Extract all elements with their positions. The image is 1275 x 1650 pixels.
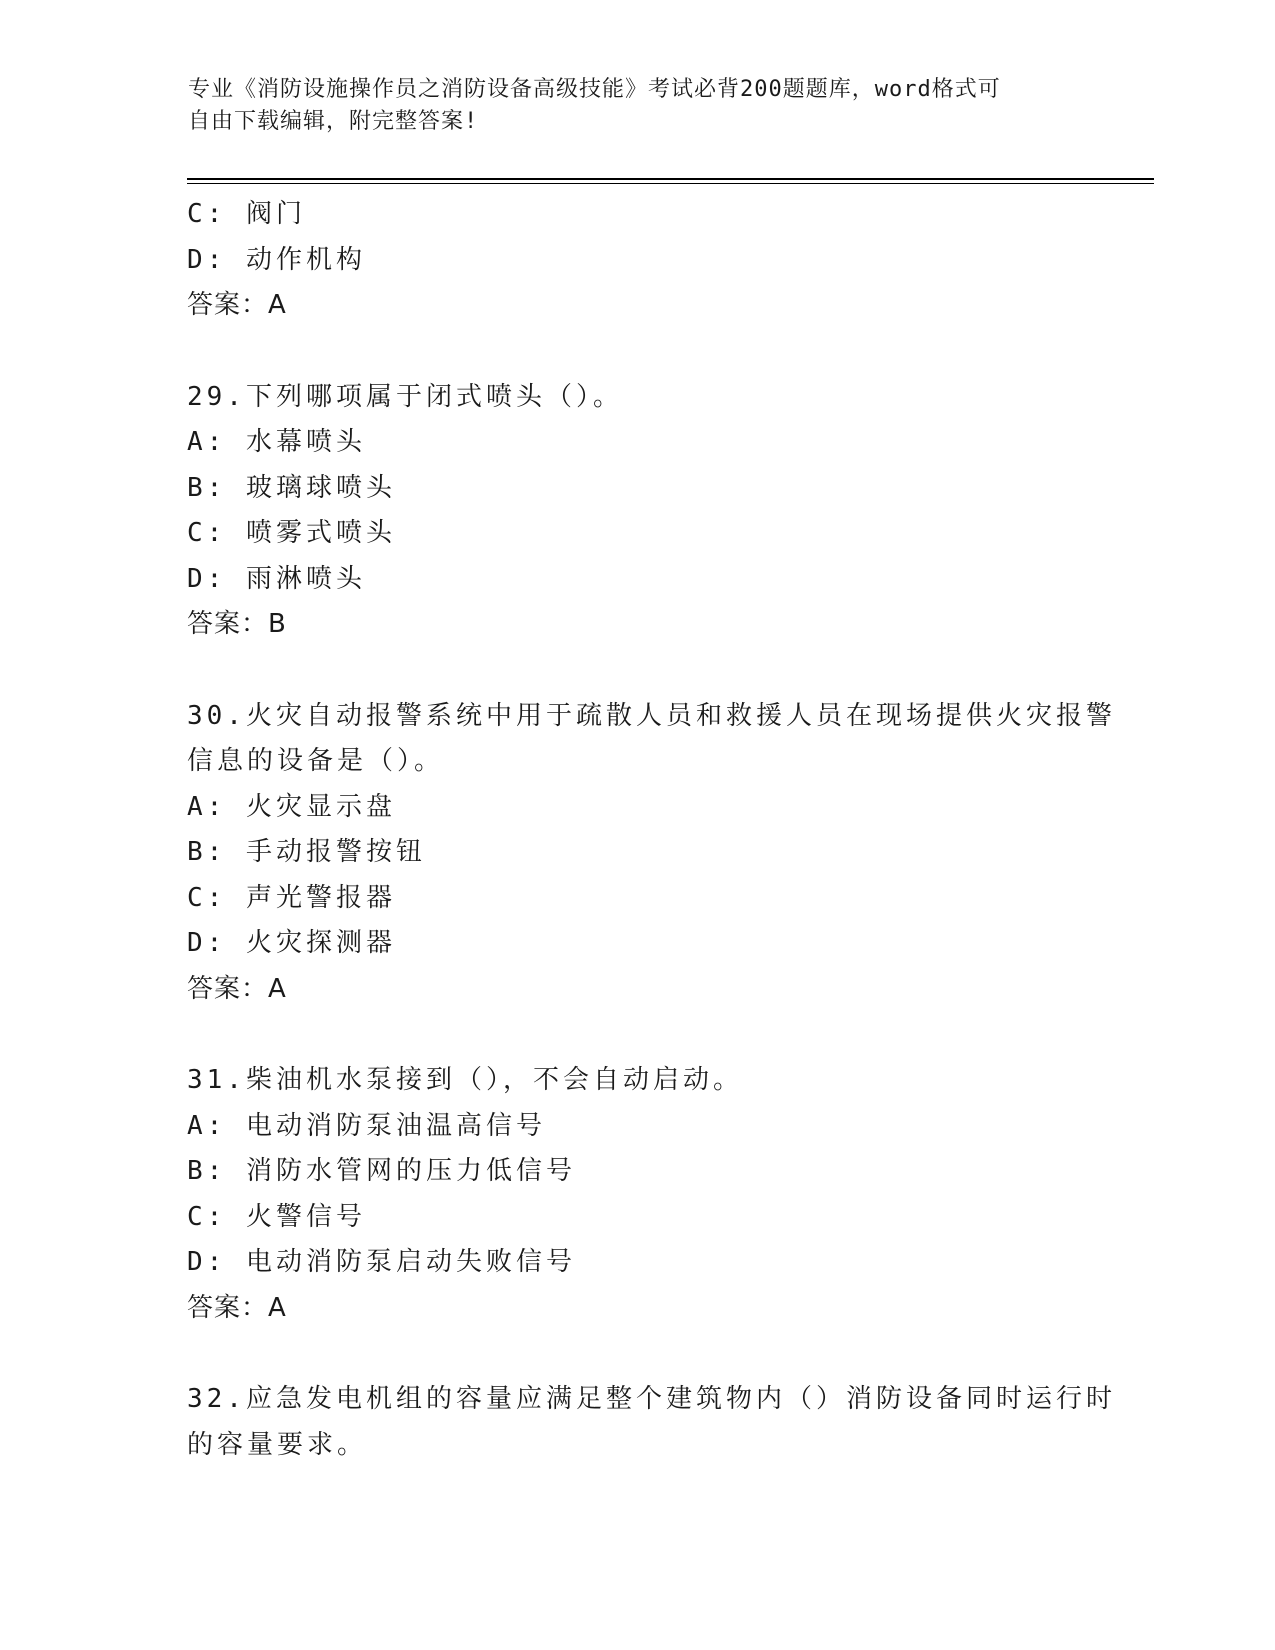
answer-line: 答案：A xyxy=(187,1292,287,1323)
answer-line: 答案：B xyxy=(187,609,287,639)
header-line-1: 专业《消防设施操作员之消防设备高级技能》考试必背200题题库，word格式可 xyxy=(188,77,1001,102)
spacer xyxy=(187,329,1087,375)
question-block-31 xyxy=(187,1058,1087,1331)
question-stem: 29.下列哪项属于闭式喷头（）。 xyxy=(187,381,623,412)
option-a: A: 火灾显示盘 xyxy=(187,791,396,822)
option-b: B: 手动报警按钮 xyxy=(187,837,426,867)
option-c: C: 火警信号 xyxy=(187,1201,366,1232)
option-c: C: 喷雾式喷头 xyxy=(187,518,396,548)
spacer xyxy=(187,1012,1087,1058)
option-c: C: 声光警报器 xyxy=(187,882,396,913)
option-b: B: 消防水管网的压力低信号 xyxy=(187,1156,576,1186)
answer-line: 答案：A xyxy=(187,290,287,320)
option-d: D: 电动消防泵启动失败信号 xyxy=(187,1247,576,1277)
answer-line: 答案：A xyxy=(187,973,287,1004)
spacer xyxy=(187,648,1087,694)
option-c: C: 阀门 xyxy=(187,199,306,229)
question-block-28 xyxy=(187,192,1087,329)
option-b: B: 玻璃球喷头 xyxy=(187,472,396,503)
spacer xyxy=(187,1331,1087,1377)
header-rule-thick xyxy=(187,178,1154,180)
document-header xyxy=(188,74,1088,138)
option-a: A: 电动消防泵油温高信号 xyxy=(187,1110,546,1141)
option-d: D: 雨淋喷头 xyxy=(187,563,366,594)
question-content xyxy=(187,192,1116,1468)
option-d: D: 动作机构 xyxy=(187,244,366,275)
option-a: A: 水幕喷头 xyxy=(187,427,366,457)
question-stem-line-2: 信息的设备是（）。 xyxy=(187,746,445,776)
question-stem-line-1: 32.应急发电机组的容量应满足整个建筑物内（）消防设备同时运行时 xyxy=(187,1384,1116,1414)
option-d: D: 火灾探测器 xyxy=(187,928,396,958)
header-rule-thin xyxy=(187,183,1154,184)
question-block-29 xyxy=(187,375,1087,648)
question-stem-line-1: 30.火灾自动报警系统中用于疏散人员和救援人员在现场提供火灾报警 xyxy=(187,700,1116,731)
question-block-32 xyxy=(187,1377,1116,1468)
question-stem: 31.柴油机水泵接到（），不会自动启动。 xyxy=(187,1065,743,1095)
header-line-2: 自由下载编辑，附完整答案! xyxy=(188,109,479,134)
question-stem-line-2: 的容量要求。 xyxy=(187,1429,368,1460)
question-block-30 xyxy=(187,694,1116,1013)
